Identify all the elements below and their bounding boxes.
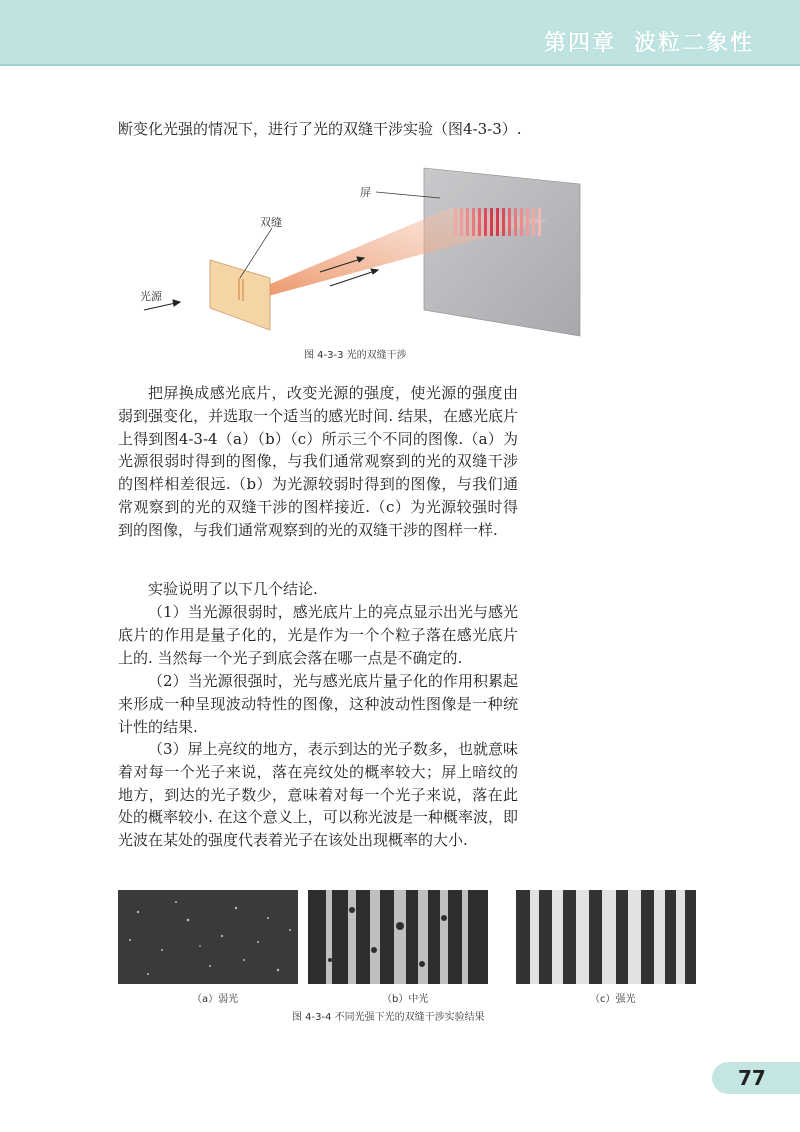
header-divider xyxy=(0,64,800,66)
figure-434-caption: 图 4-3-4 不同光强下光的双缝干涉实验结果 xyxy=(292,1012,485,1023)
paragraph-2: 实验说明了以下几个结论. xyxy=(148,580,318,598)
photo-weak-light xyxy=(118,890,298,984)
chapter-name: 波粒二象性 xyxy=(633,31,754,56)
photo-medium-light xyxy=(308,890,488,984)
figure-433-caption: 图 4-3-3 光的双缝干涉 xyxy=(304,350,407,361)
paragraph-4: （2）当光源很强时，光与感光底片量子化的作用积累起来形成一种呈现波动特性的图像，这种波动性图像是一种统计性的结果. xyxy=(118,672,518,736)
photo-strong-light xyxy=(516,890,696,984)
page-number: 77 xyxy=(738,1066,766,1090)
label-slits: 双缝 xyxy=(260,216,282,229)
screen-plate xyxy=(424,168,580,336)
fringe-pattern xyxy=(454,208,541,236)
chapter-number: 第四章 xyxy=(543,31,616,56)
intro-line: 断变化光强的情况下，进行了光的双缝干涉实验（图4-3-3）. xyxy=(118,120,522,138)
label-source: 光源 xyxy=(140,290,162,303)
slit-plate xyxy=(210,260,270,330)
paragraph-1: 把屏换成感光底片，改变光源的强度，使光源的强度由弱到强变化，并选取一个适当的感光时间. 结果，在感光底片上得到图4-3-4（a）（b）（c）所示三个不同的图像.（a）为光源很弱时得到的图像，与我们通常观察到的光的双缝干涉的图样相差很远.（b）为光源较弱时得到的图像，与我们通常观察到的光的双缝干涉的图样接近.（c）为光源较强时得到的图像，与我们通常观察到的光的双缝干涉的图样一样. xyxy=(118,384,518,539)
panel-b-label: （b）中光 xyxy=(382,994,429,1005)
double-slit-diagram xyxy=(140,160,600,340)
panel-c-label: （c）强光 xyxy=(590,994,636,1005)
chapter-title xyxy=(544,26,754,57)
paragraph-3: （1）当光源很弱时，感光底片上的亮点显示出光与感光底片的作用是量子化的，光是作为一个个粒子落在感光底片上的. 当然每一个光子到底会落在哪一点是不确定的. xyxy=(118,603,518,667)
paragraph-5: （3）屏上亮纹的地方，表示到达的光子数多，也就意味着对每一个光子来说，落在亮纹处的概率较大；屏上暗纹的地方，到达的光子数少，意味着对每一个光子来说，落在此处的概率较小. 在这个意义上，可以称光波是一种概率波，即光波在某处的强度代表着光子在该处出现概率的大小. xyxy=(118,740,518,850)
label-screen: 屏 xyxy=(360,186,371,199)
panel-a-label: （a）弱光 xyxy=(192,994,239,1005)
